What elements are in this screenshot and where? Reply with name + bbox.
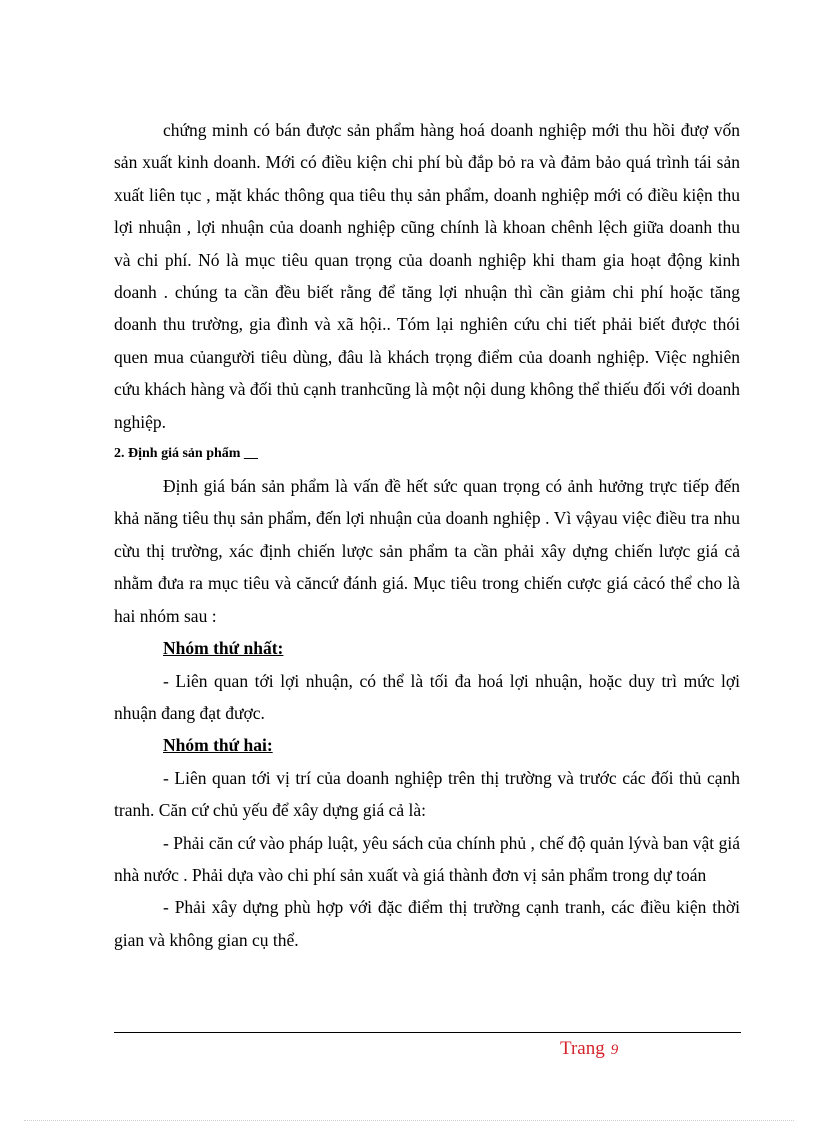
section-heading: 2. Định giá sản phẩm __ — [114, 446, 258, 462]
body-text — [114, 114, 740, 956]
intro-paragraph: chứng minh có bán được sản phẩm hàng hoá doanh nghiệp mới thu hồi đượ vốn sản xuất kinh doanh. Mới có điều kiện chi phí bù đắp bỏ ra và đảm bảo quá trình tái sản xuất liên tục , mặt khác thông qua tiêu thụ sản phẩm, doanh nghiệp mới có điều kiện thu lợi nhuận , lợi nhuận của doanh nghiệp cũng chính là khoan chênh lệch giữa doanh thu và chi phí. Nó là mục tiêu quan trọng của doanh nghiệp khi tham gia hoạt động kinh doanh . chúng ta cần đều biết rằng để tăng lợi nhuận thì cần giảm chi phí hoặc tăng doanh thu trường, gia đình và xã hội.. Tóm lại nghiên cứu chi tiết phải biết được thói quen mua củangười tiêu dùng, đâu là khách trọng điểm của doanh nghiệp. Việc nghiên cứu khách hàng và đối thủ cạnh tranhcũng là một nội dung không thể thiếu đối với doanh nghiệp. — [114, 120, 740, 432]
group2-title: Nhóm thứ hai: — [163, 735, 273, 756]
bullet-law: - Phải căn cứ vào pháp luật, yêu sách của chính phủ , chế độ quản lývà ban vật giá nhà nước . Phải dựa vào chi phí sản xuất và giá thành đơn vị sản phẩm trong dự toán — [114, 832, 740, 885]
footer-divider — [114, 1032, 741, 1033]
pricing-paragraph: Định giá bán sản phẩm là vấn đề hết sức quan trọng có ảnh hưởng trực tiếp đến khả năng tiêu thụ sản phẩm, đến lợi nhuận của doanh nghiệp . Vì vậyau việc điều tra nhu cừu thị trường, xác định chiến lược sản phẩm ta cần phải xây dựng chiến lược giá cả nhằm đưa ra mục tiêu và căncứ đánh giá. Mục tiêu trong chiến cược giá cảcó thể cho là hai nhóm sau : — [114, 476, 740, 626]
group1-text: - Liên quan tới lợi nhuận, có thể là tối đa hoá lợi nhuận, hoặc duy trì mức lợi nhuận đang đạt được. — [114, 670, 740, 723]
group2-text: - Liên quan tới vị trí của doanh nghiệp trên thị trường và trước các đối thủ cạnh tranh. Căn cứ chủ yếu để xây dựng giá cả là: — [114, 767, 740, 821]
page-footer — [560, 1038, 618, 1060]
page-label: Trang — [560, 1038, 605, 1059]
bullet-market: - Phải xây dựng phù hợp với đặc điểm thị trường cạnh tranh, các điều kiện thời gian và không gian cụ thể. — [114, 897, 740, 950]
page-number: 9 — [610, 1042, 619, 1058]
page-bottom-border — [24, 1120, 794, 1121]
group1-title: Nhóm thứ nhất: — [163, 638, 284, 659]
